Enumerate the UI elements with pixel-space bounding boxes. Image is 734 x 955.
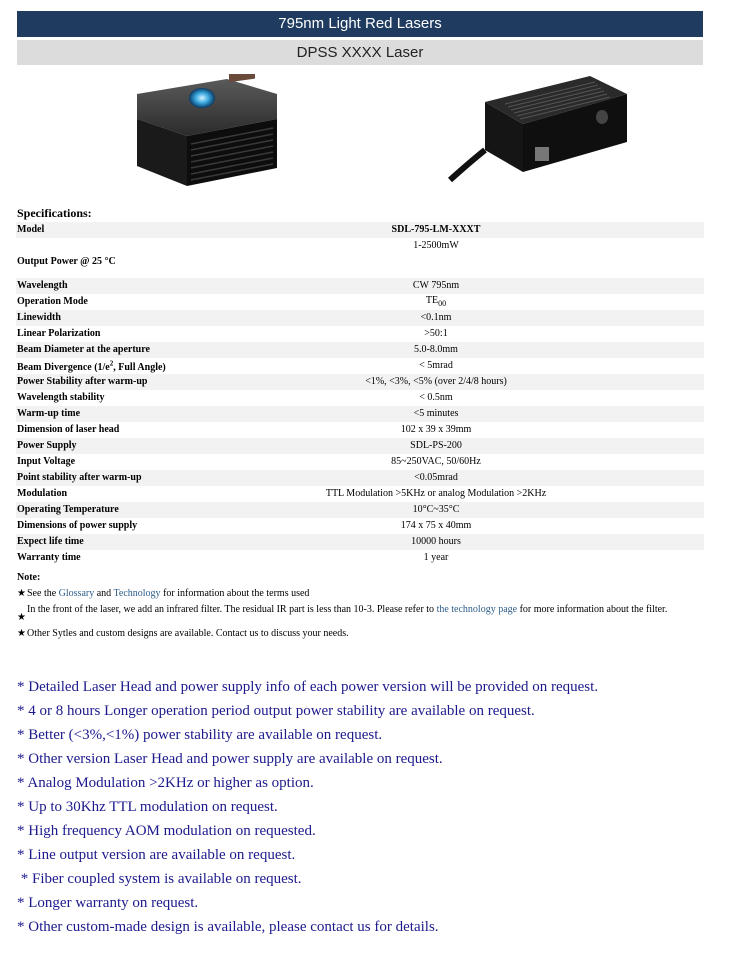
list-item: * Better (<3%,<1%) power stability are available on request. xyxy=(17,727,383,743)
table-row xyxy=(16,422,704,438)
spec-value xyxy=(168,294,704,310)
laser-head-image xyxy=(117,74,282,194)
table-row xyxy=(16,294,704,310)
spec-label: Input Voltage xyxy=(17,456,76,468)
notes-title: Note: xyxy=(17,572,41,583)
page-title: 795nm Light Red Lasers xyxy=(17,11,703,37)
table-row xyxy=(16,222,704,238)
note-item xyxy=(17,602,707,626)
list-item: * Other custom-made design is available, please contact us for details. xyxy=(17,919,439,935)
spec-label: Output Power @ 25 °C xyxy=(17,256,116,267)
spec-value: 10000 hours xyxy=(168,534,704,550)
note-text xyxy=(27,586,309,602)
list-item: * Longer warranty on request. xyxy=(17,895,199,911)
note-text-part: for more information about the filter. xyxy=(517,604,668,615)
spec-label: Warranty time xyxy=(17,552,81,564)
spec-value: 1-2500mW xyxy=(413,240,459,251)
table-row xyxy=(16,518,704,534)
note-item xyxy=(17,626,707,642)
specifications-table xyxy=(16,222,704,566)
page-subtitle: DPSS XXXX Laser xyxy=(17,40,703,65)
table-row xyxy=(16,470,704,486)
note-text: Other Sytles and custom designs are available. Contact us to discuss your needs. xyxy=(27,628,349,639)
spec-value: 10°C~35°C xyxy=(168,502,704,518)
spec-value: <0.05mrad xyxy=(168,470,704,486)
list-item: * 4 or 8 hours Longer operation period output power stability are available on request. xyxy=(17,703,535,719)
table-row xyxy=(16,342,704,358)
beam-divergence-label: Beam Divergence ($1/e^2$, Full Angle) xyxy=(17,360,166,374)
spec-value: CW 795nm xyxy=(168,278,704,294)
spec-label xyxy=(16,358,168,374)
spec-value: < 5mrad xyxy=(419,360,453,372)
star-icon: ★ xyxy=(17,612,26,623)
star-icon: ★ xyxy=(17,588,26,599)
list-item: * Detailed Laser Head and power supply info of each power version will be provided on request. xyxy=(17,679,599,695)
star-icon: ★ xyxy=(17,628,26,639)
spec-value: 1 year xyxy=(423,552,449,564)
spec-label: Wavelength xyxy=(16,278,168,294)
notes-section xyxy=(17,570,707,642)
note-text-part: and xyxy=(94,588,114,599)
table-row xyxy=(16,374,704,390)
table-row xyxy=(16,534,704,550)
note-text-part: In the front of the laser, we add an infrared filter. The residual IR part is less than 10-3. Please refer to xyxy=(27,604,437,615)
spec-label: Point stability after warm-up xyxy=(16,470,168,486)
specs-heading: Specifications: xyxy=(17,206,92,220)
spec-value: TTL Modulation >5KHz or analog Modulation >2KHz xyxy=(325,488,547,500)
spec-label: Operating Temperature xyxy=(16,502,168,518)
spec-value: SDL-PS-200 xyxy=(168,438,704,454)
technology-link[interactable]: Technology xyxy=(113,588,161,599)
list-item: * Other version Laser Head and power supply are available on request. xyxy=(17,751,443,767)
list-item: * High frequency AOM modulation on requested. xyxy=(17,823,316,839)
spec-value: <5 minutes xyxy=(168,406,704,422)
table-row xyxy=(16,238,704,278)
table-row xyxy=(16,326,704,342)
spec-value: < 0.5nm xyxy=(419,392,453,404)
spec-value: 5.0-8.0mm xyxy=(168,342,704,358)
list-item: * Fiber coupled system is available on request. xyxy=(17,871,302,887)
power-supply-image xyxy=(445,72,630,202)
spec-value: 174 x 75 x 40mm xyxy=(400,520,472,532)
spec-value: 85~250VAC, 50/60Hz xyxy=(391,456,481,468)
list-item: * Analog Modulation >2KHz or higher as option. xyxy=(17,775,314,791)
spec-label: Wavelength stability xyxy=(17,392,105,404)
table-row xyxy=(16,358,704,374)
note-item xyxy=(17,586,707,602)
spec-label: Dimension of laser head xyxy=(17,424,120,436)
spec-label: Linewidth xyxy=(16,310,168,326)
glossary-link[interactable]: Glossary xyxy=(58,588,95,599)
spec-label: Warm-up time xyxy=(16,406,168,422)
spec-value: <0.1nm xyxy=(168,310,704,326)
extra-options-list xyxy=(17,675,717,939)
table-row xyxy=(16,550,704,566)
spec-label: Linear Polarization xyxy=(17,328,101,339)
note-text xyxy=(27,602,667,626)
spec-label: Power Supply xyxy=(16,438,168,454)
table-row xyxy=(16,390,704,406)
te-mode-subscript: 00 xyxy=(438,298,447,308)
technology-page-link[interactable]: the technology page xyxy=(436,604,518,615)
table-row xyxy=(16,486,704,502)
spec-label: Modulation xyxy=(17,488,68,500)
list-item: * Line output version are available on request. xyxy=(17,847,296,863)
table-row xyxy=(16,454,704,470)
spec-label: Model xyxy=(16,222,168,238)
table-row xyxy=(16,502,704,518)
spec-label: Operation Mode xyxy=(17,296,88,307)
spec-label: Expect life time xyxy=(16,534,168,550)
spec-value: 102 x 39 x 39mm xyxy=(400,424,472,436)
table-row xyxy=(16,310,704,326)
spec-value: >50:1 xyxy=(424,328,448,339)
spec-label: Beam Diameter at the aperture xyxy=(16,342,168,358)
note-text-part: See the xyxy=(27,588,59,599)
spec-value: SDL-795-LM-XXXT xyxy=(168,222,704,238)
exponent-superscript: 2 xyxy=(109,360,114,368)
table-row xyxy=(16,438,704,454)
table-row xyxy=(16,278,704,294)
table-row xyxy=(16,406,704,422)
spec-label: Dimensions of power supply xyxy=(17,520,138,532)
spec-value: <1%, <3%, <5% (over 2/4/8 hours) xyxy=(168,374,704,390)
note-text-part: for information about the terms used xyxy=(160,588,310,599)
spec-label: Power Stability after warm-up xyxy=(16,374,168,390)
list-item: * Up to 30Khz TTL modulation on request. xyxy=(17,799,278,815)
te-mode-value: $TE_{00}$ xyxy=(425,294,447,308)
